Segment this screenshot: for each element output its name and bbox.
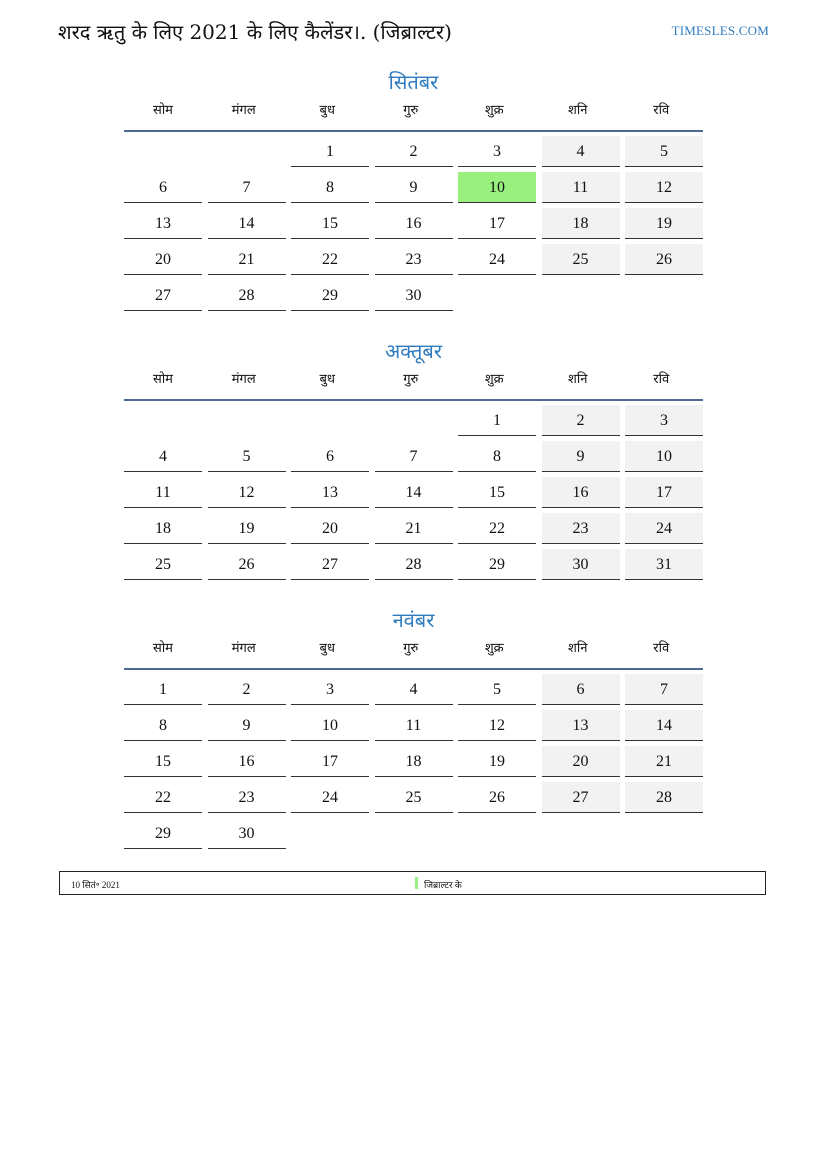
day-cell-today: 10 <box>458 172 536 203</box>
day-cell: 7 <box>208 172 286 203</box>
weekday-label: सोम <box>153 372 173 387</box>
weekday-label: शुक्र <box>484 641 504 656</box>
day-cell: 16 <box>208 746 286 777</box>
day-cell: 25 <box>124 549 202 580</box>
day-cell: 29 <box>458 549 536 580</box>
day-cell: 15 <box>458 477 536 508</box>
day-cell: 30 <box>208 818 286 849</box>
day-cell: 18 <box>124 513 202 544</box>
weekday-label: रवि <box>653 372 670 387</box>
day-cell: 14 <box>625 710 703 741</box>
day-cell: 1 <box>124 674 202 705</box>
day-cell: 25 <box>375 782 453 813</box>
day-cell: 30 <box>542 549 620 580</box>
day-cell: 3 <box>458 136 536 167</box>
weekday-header <box>124 98 703 132</box>
weekday-header <box>124 636 703 670</box>
day-cell: 6 <box>124 172 202 203</box>
day-cell: 1 <box>291 136 369 167</box>
day-cell: 16 <box>375 208 453 239</box>
weekday-label: रवि <box>653 641 670 656</box>
weekday-label: गुरु <box>403 103 419 118</box>
day-cell: 21 <box>375 513 453 544</box>
empty-cell <box>375 405 453 436</box>
highlight-legend-swatch <box>415 877 418 889</box>
day-cell: 10 <box>291 710 369 741</box>
weekday-label: गुरु <box>403 372 419 387</box>
weekday-label: गुरु <box>403 641 419 656</box>
day-cell: 19 <box>625 208 703 239</box>
day-cell: 4 <box>124 441 202 472</box>
day-cell: 17 <box>291 746 369 777</box>
day-cell: 12 <box>458 710 536 741</box>
day-cell: 2 <box>542 405 620 436</box>
day-grid <box>124 132 703 316</box>
weekday-label: बुध <box>319 372 335 387</box>
day-cell: 8 <box>124 710 202 741</box>
weekday-label: सोम <box>153 103 173 118</box>
day-cell: 17 <box>625 477 703 508</box>
weekday-label: मंगल <box>231 372 256 387</box>
empty-cell <box>208 405 286 436</box>
day-cell: 7 <box>625 674 703 705</box>
day-grid <box>124 670 703 854</box>
day-cell: 6 <box>542 674 620 705</box>
day-cell: 26 <box>208 549 286 580</box>
day-cell: 1 <box>458 405 536 436</box>
day-cell: 22 <box>291 244 369 275</box>
day-cell: 2 <box>375 136 453 167</box>
weekday-label: मंगल <box>231 641 256 656</box>
day-cell: 13 <box>542 710 620 741</box>
day-cell: 8 <box>458 441 536 472</box>
day-cell: 29 <box>291 280 369 311</box>
day-cell: 15 <box>124 746 202 777</box>
day-cell: 7 <box>375 441 453 472</box>
day-cell: 5 <box>208 441 286 472</box>
day-cell: 20 <box>124 244 202 275</box>
footer-bar <box>59 871 766 895</box>
empty-cell <box>124 405 202 436</box>
day-cell: 9 <box>542 441 620 472</box>
day-cell: 28 <box>208 280 286 311</box>
day-cell: 25 <box>542 244 620 275</box>
day-cell: 12 <box>208 477 286 508</box>
day-cell: 26 <box>458 782 536 813</box>
day-cell: 19 <box>208 513 286 544</box>
month-september <box>124 66 703 316</box>
day-cell: 3 <box>291 674 369 705</box>
day-cell: 23 <box>542 513 620 544</box>
weekday-label: शनि <box>568 372 588 387</box>
day-cell: 9 <box>375 172 453 203</box>
day-cell: 5 <box>625 136 703 167</box>
month-title: नवंबर <box>392 608 435 632</box>
day-cell: 27 <box>542 782 620 813</box>
weekday-label: बुध <box>319 103 335 118</box>
day-cell: 12 <box>625 172 703 203</box>
day-grid <box>124 401 703 585</box>
footer-country: जिब्राल्टर के <box>424 880 462 890</box>
day-cell: 15 <box>291 208 369 239</box>
weekday-label: शनि <box>568 641 588 656</box>
month-october <box>124 335 703 585</box>
day-cell: 21 <box>625 746 703 777</box>
empty-cell <box>291 405 369 436</box>
day-cell: 9 <box>208 710 286 741</box>
day-cell: 11 <box>124 477 202 508</box>
day-cell: 5 <box>458 674 536 705</box>
day-cell: 23 <box>375 244 453 275</box>
weekday-label: शनि <box>568 103 588 118</box>
weekday-label: बुध <box>319 641 335 656</box>
day-cell: 18 <box>375 746 453 777</box>
page-title: शरद ऋतु के लिए 2021 के लिए कैलेंडर।. (जिब्राल्टर) <box>58 20 452 44</box>
weekday-label: मंगल <box>231 103 256 118</box>
day-cell: 11 <box>542 172 620 203</box>
day-cell: 22 <box>124 782 202 813</box>
day-cell: 6 <box>291 441 369 472</box>
day-cell: 10 <box>625 441 703 472</box>
day-cell: 14 <box>375 477 453 508</box>
day-cell: 30 <box>375 280 453 311</box>
day-cell: 29 <box>124 818 202 849</box>
site-link[interactable]: TIMESLES.COM <box>671 23 769 38</box>
day-cell: 21 <box>208 244 286 275</box>
day-cell: 26 <box>625 244 703 275</box>
footer-date: 10 सितं॰ 2021 <box>71 880 120 890</box>
day-cell: 8 <box>291 172 369 203</box>
day-cell: 31 <box>625 549 703 580</box>
month-november <box>124 604 703 854</box>
weekday-label: रवि <box>653 103 670 118</box>
day-cell: 13 <box>124 208 202 239</box>
weekday-label: शुक्र <box>484 372 504 387</box>
day-cell: 3 <box>625 405 703 436</box>
day-cell: 23 <box>208 782 286 813</box>
day-cell: 22 <box>458 513 536 544</box>
day-cell: 11 <box>375 710 453 741</box>
weekday-label: सोम <box>153 641 173 656</box>
day-cell: 13 <box>291 477 369 508</box>
empty-cell <box>208 136 286 167</box>
day-cell: 19 <box>458 746 536 777</box>
day-cell: 2 <box>208 674 286 705</box>
day-cell: 24 <box>625 513 703 544</box>
month-title: सितंबर <box>388 70 439 94</box>
empty-cell <box>124 136 202 167</box>
day-cell: 24 <box>291 782 369 813</box>
weekday-header <box>124 367 703 401</box>
day-cell: 4 <box>542 136 620 167</box>
day-cell: 28 <box>625 782 703 813</box>
day-cell: 20 <box>291 513 369 544</box>
day-cell: 27 <box>124 280 202 311</box>
day-cell: 24 <box>458 244 536 275</box>
day-cell: 28 <box>375 549 453 580</box>
day-cell: 14 <box>208 208 286 239</box>
day-cell: 27 <box>291 549 369 580</box>
day-cell: 4 <box>375 674 453 705</box>
weekday-label: शुक्र <box>484 103 504 118</box>
month-title: अक्तूबर <box>385 339 442 363</box>
day-cell: 18 <box>542 208 620 239</box>
day-cell: 17 <box>458 208 536 239</box>
day-cell: 20 <box>542 746 620 777</box>
day-cell: 16 <box>542 477 620 508</box>
